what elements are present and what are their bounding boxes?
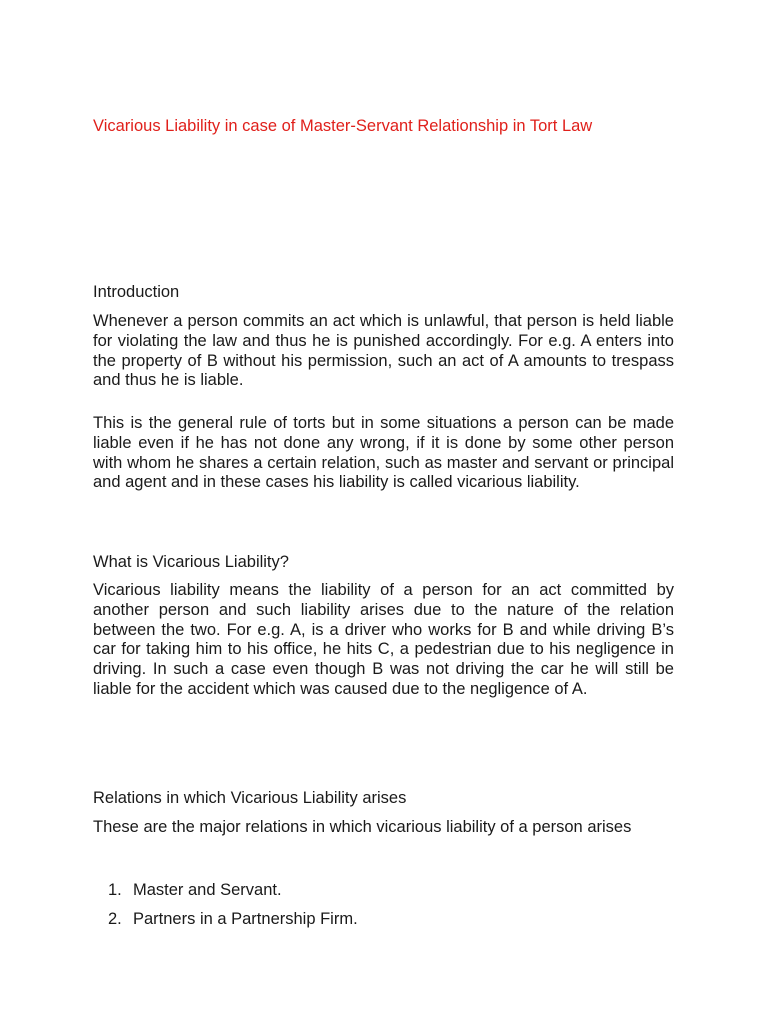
- relations-paragraph: These are the major relations in which vicarious liability of a person arises: [93, 818, 632, 836]
- document-title: Vicarious Liability in case of Master-Servant Relationship in Tort Law: [93, 117, 593, 135]
- relations-list: [93, 880, 674, 938]
- list-item: [93, 880, 674, 909]
- list-item: [93, 909, 674, 938]
- list-item-number: 1.: [108, 881, 122, 899]
- intro-paragraph-2: This is the general rule of torts but in some situations a person can be made liable even if he has not done any wrong, if it is done by some other person with whom he shares a certain relation, such as master and servant or principal and agent and in these cases his liability is called vicarious liability.: [93, 414, 674, 492]
- list-item-text: Partners in a Partnership Firm.: [133, 910, 358, 928]
- section-heading-what-is: What is Vicarious Liability?: [93, 553, 289, 571]
- section-heading-relations: Relations in which Vicarious Liability arises: [93, 789, 407, 807]
- section-heading-introduction: Introduction: [93, 283, 180, 301]
- definition-paragraph: Vicarious liability means the liability of a person for an act committed by another person and such liability arises due to the nature of the relation between the two. For e.g. A, is a driver who works for B and while driving B’s car for taking him to his office, he hits C, a pedestrian due to his negligence in driving. In such a case even though B was not driving the car he will still be liable for the accident which was caused due to the negligence of A.: [93, 581, 674, 698]
- intro-paragraph-1: Whenever a person commits an act which is unlawful, that person is held liable for violating the law and thus he is punished accordingly. For e.g. A enters into the property of B without his permission, such an act of A amounts to trespass and thus he is liable.: [93, 312, 674, 390]
- document-page: [93, 0, 674, 1024]
- list-item-text: Master and Servant.: [133, 881, 282, 899]
- list-item-number: 2.: [108, 910, 122, 928]
